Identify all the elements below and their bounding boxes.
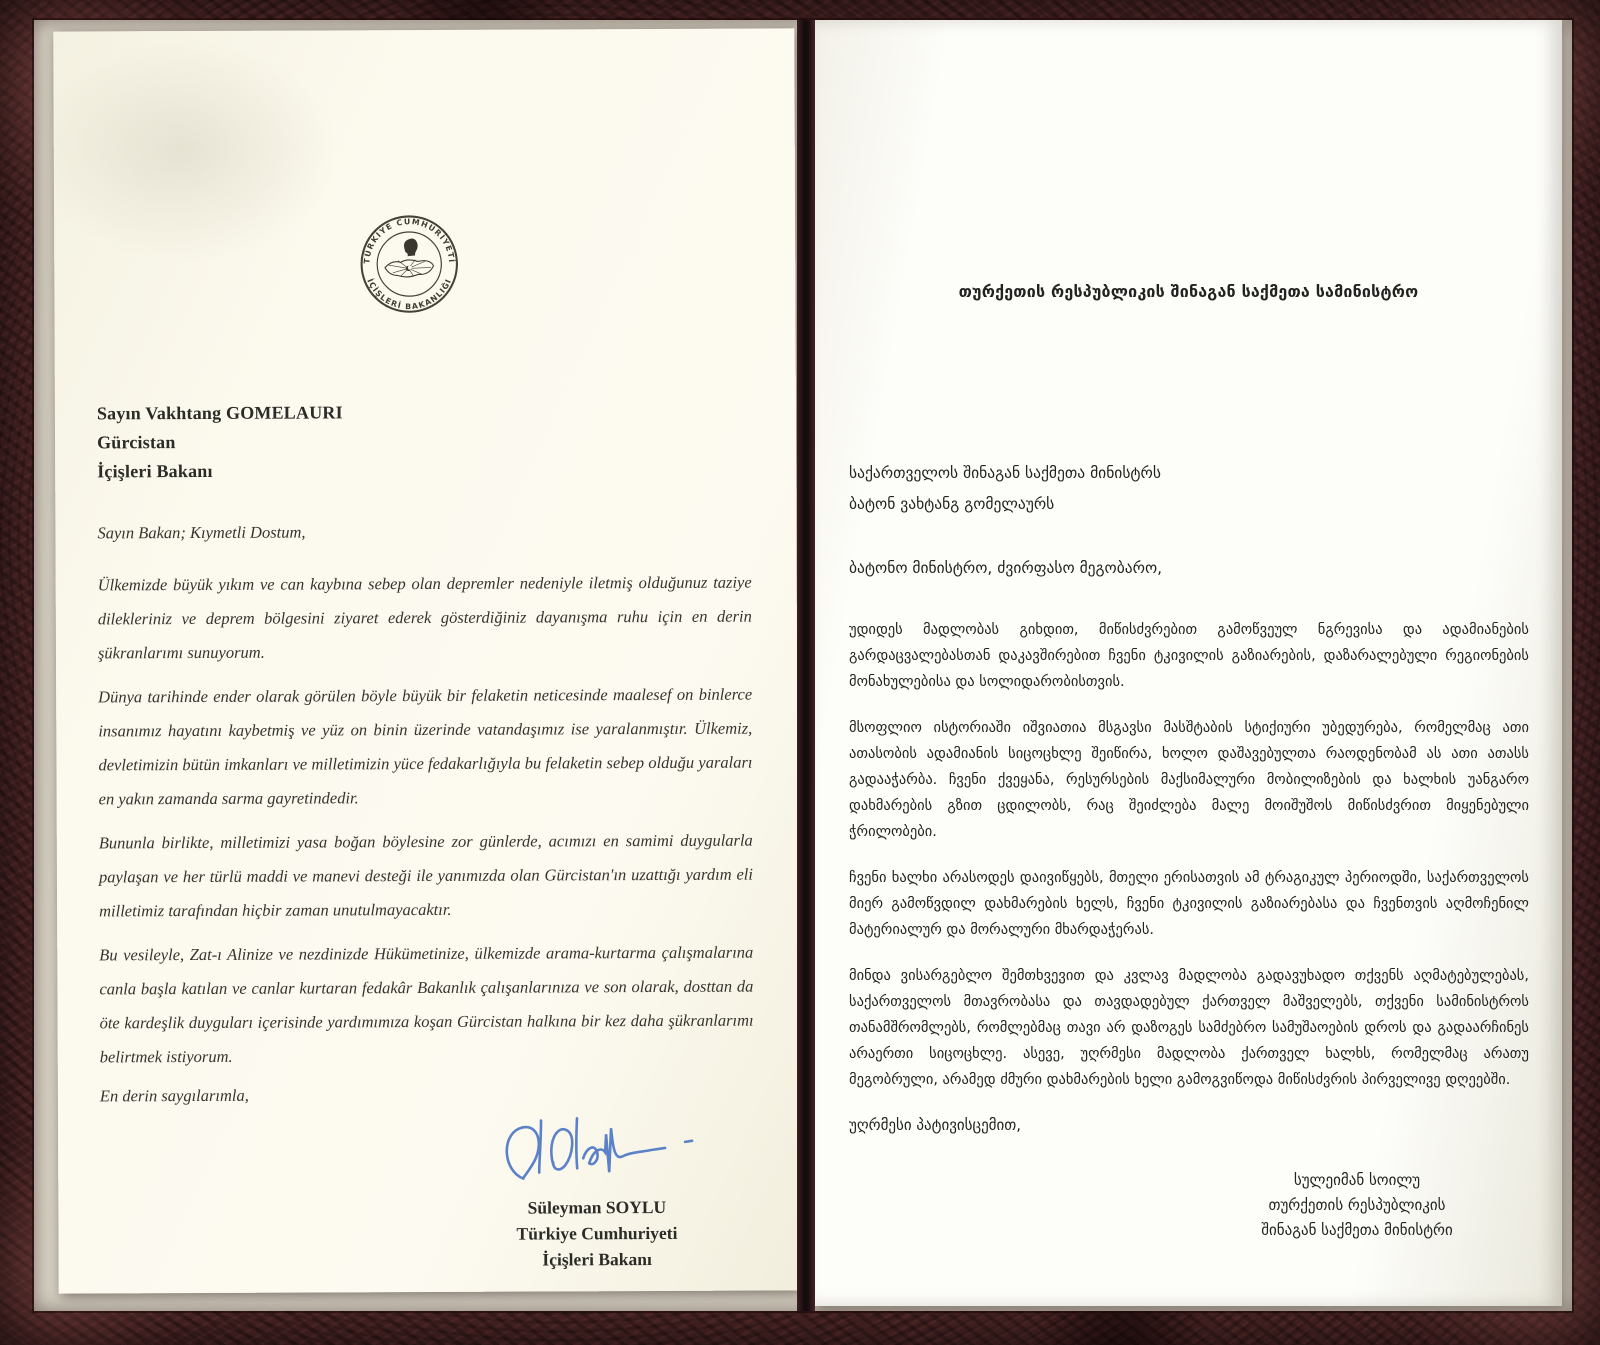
paragraph: Ülkemizde büyük yıkım ve can kaybına sebep olan depremler nedeniyle iletmiş olduğunuz taziye dilekleriniz ve deprem bölgesini ziyaret ederek gösterdiğiniz dayanışma ruhu için en derin şükranlarımı sunuyorum. [97, 572, 752, 663]
closing-line: უღრმესი პატივისცემით, [849, 1116, 1022, 1134]
signer-title: შინაგან საქმეთა მინისტრი [1261, 1221, 1453, 1239]
paragraph: Bununla birlikte, milletimizi yasa boğan böylesine zor günlerde, acımızı en samimi duygularla paylaşan ve her türlü maddi ve manevi desteği ile yanımızda olan Gürcistan'ın uzattığı yardım eli milletimiz tarafından hiçbir zaman unutulmayacaktır. [98, 830, 753, 921]
paragraph: უდიდეს მადლობას გიხდით, მიწისძვრებით გამოწვეულ ნგრევისა და ადამიანების გარდაცვალებასთან დაკავშირებით ჩვენი ტკივილის გაზიარების, დაზარალებული რეგიონების მონახულებისა და სოლიდარობისთვის. [849, 622, 1529, 690]
paragraph: Dünya tarihinde ender olarak görülen böyle büyük bir felaketin neticesinde maalesef on binlerce insanımız hayatını kaybetmiş ve yüz on binin üzerinde vatandaşımız ise yaralanmıştır. Ülkemiz, devletimizin bütün imkanları ve milletimizin yüce fedakarlığıyla bu felaketin sebep olduğu yaraları en yakın zamanda sarma gayretindedir. [98, 684, 753, 809]
georgian-letter-page [815, 20, 1562, 1306]
signer-name: Süleyman SOYLU [527, 1196, 667, 1218]
paragraph: მინდა ვისარგებლო შემთხვევით და კვლავ მადლობა გადავუხადო თქვენს აღმატებულებას, საქართველოს მთავრობასა და თავდადებულ ქართველ მაშველებს, თქვენი სამინისტროს თანამშრომლებს, რომლებმაც თავი არ დაზოგეს სამძებრო სამუშაოების დროს და გადაარჩინეს არაერთი სიცოცხლე. ასევე, უღრმესი მადლობა ქართველ ხალხს, რომელმაც არათუ მეგობრული, არამედ ძმური დახმარების ხელი გამოგვიწოდა მიწისძვრის პირველივე დღეებში. [849, 968, 1529, 1088]
recipient-country: Gürcistan [96, 432, 176, 453]
frame-inner-mat [34, 20, 1572, 1311]
recipient-title: İçişleri Bakanı [97, 460, 213, 482]
seal-bottom-text: İÇİŞLERİ BAKANLIĞI [365, 277, 454, 312]
signature-block [1237, 1168, 1477, 1243]
recipient-name: ბატონ ვახტანგ გომელაურს [849, 495, 1055, 513]
recipient-block [97, 397, 751, 487]
turkish-letter-body [97, 397, 755, 1275]
signer-org: Türkiye Cumhuriyeti [516, 1222, 678, 1244]
page-seam [797, 20, 815, 1311]
signer-org: თურქეთის რესპუბლიკის [1268, 1196, 1446, 1214]
salutation: Sayın Bakan; Kıymetli Dostum, [97, 522, 306, 543]
signer-title: İçişleri Bakanı [542, 1249, 652, 1270]
ministry-seal-icon [357, 212, 461, 316]
paragraph: Bu vesileyle, Zat-ı Alinize ve nezdinizde Hükümetinize, ülkemizde arama-kurtarma çalışmalarına canla başla katılan ve canlar kurtaran fedakâr Bakanlık çalışanlarınıza ve son olarak, dosttan da öte kardeşlik duyguları içerisinde yardımımıza koşan Gürcistan halkına bir kez daha şükranlarımı belirtmek istiyorum. [99, 942, 754, 1067]
letter-paragraphs [849, 617, 1529, 1093]
turkish-letter-page [53, 28, 799, 1293]
signer-name: სულეიმან სოილუ [1293, 1171, 1421, 1189]
closing-line: En derin saygılarımla, [99, 1085, 249, 1106]
seal-top-text: TÜRKİYE CUMHURİYETİ [362, 217, 457, 265]
signature-block [479, 1108, 715, 1273]
georgian-header: თურქეთის რესპუბლიკის შინაგან საქმეთა სამინისტრო [958, 282, 1419, 301]
paragraph: ჩვენი ხალხი არასოდეს დაივიწყებს, მთელი ერისათვის ამ ტრაგიკულ პერიოდში, საქართველოს მიერ გამოწვდილ დახმარების ხელს, ჩვენი ტკივილის გაზიარებასა და ჩვენთვის აღმოჩენილ მატერიალურ და მორალური მხარდაჭერას. [849, 870, 1529, 938]
seal-ataturk-silhouette [404, 239, 418, 257]
georgian-letter-body [849, 458, 1529, 1243]
svg-text:İÇİŞLERİ BAKANLIĞI [365, 277, 453, 311]
handwritten-signature-icon [489, 1108, 704, 1195]
paragraph: მსოფლიო ისტორიაში იშვიათია მსგავსი მასშტაბის სტიქიური უბედურება, რომელმაც ათი ათასობის ადამიანის სიცოცხლე შეიწირა, ხოლო დაშავებულთა რაოდენობამ ას ათი ათასს გადააჭარბა. ჩვენი ქვეყანა, რესურსების მაქსიმალური მობილიზების და ხალხის უანგარო დახმარების გზით ცდილობს, რაც შეიძლება მალე მოიშუშოს მიწისძვრით მიყენებული ჭრილობები. [849, 720, 1529, 840]
recipient-block [849, 458, 1529, 520]
seal-turkey-map [385, 260, 434, 277]
recipient-title: საქართველოს შინაგან საქმეთა მინისტრს [849, 464, 1161, 482]
recipient-name: Sayın Vakhtang GOMELAURI [96, 402, 343, 424]
seal-outer-ring [361, 216, 457, 312]
salutation: ბატონო მინისტრო, ძვირფასო მეგობარო, [849, 559, 1163, 577]
letter-paragraphs [98, 566, 754, 1075]
